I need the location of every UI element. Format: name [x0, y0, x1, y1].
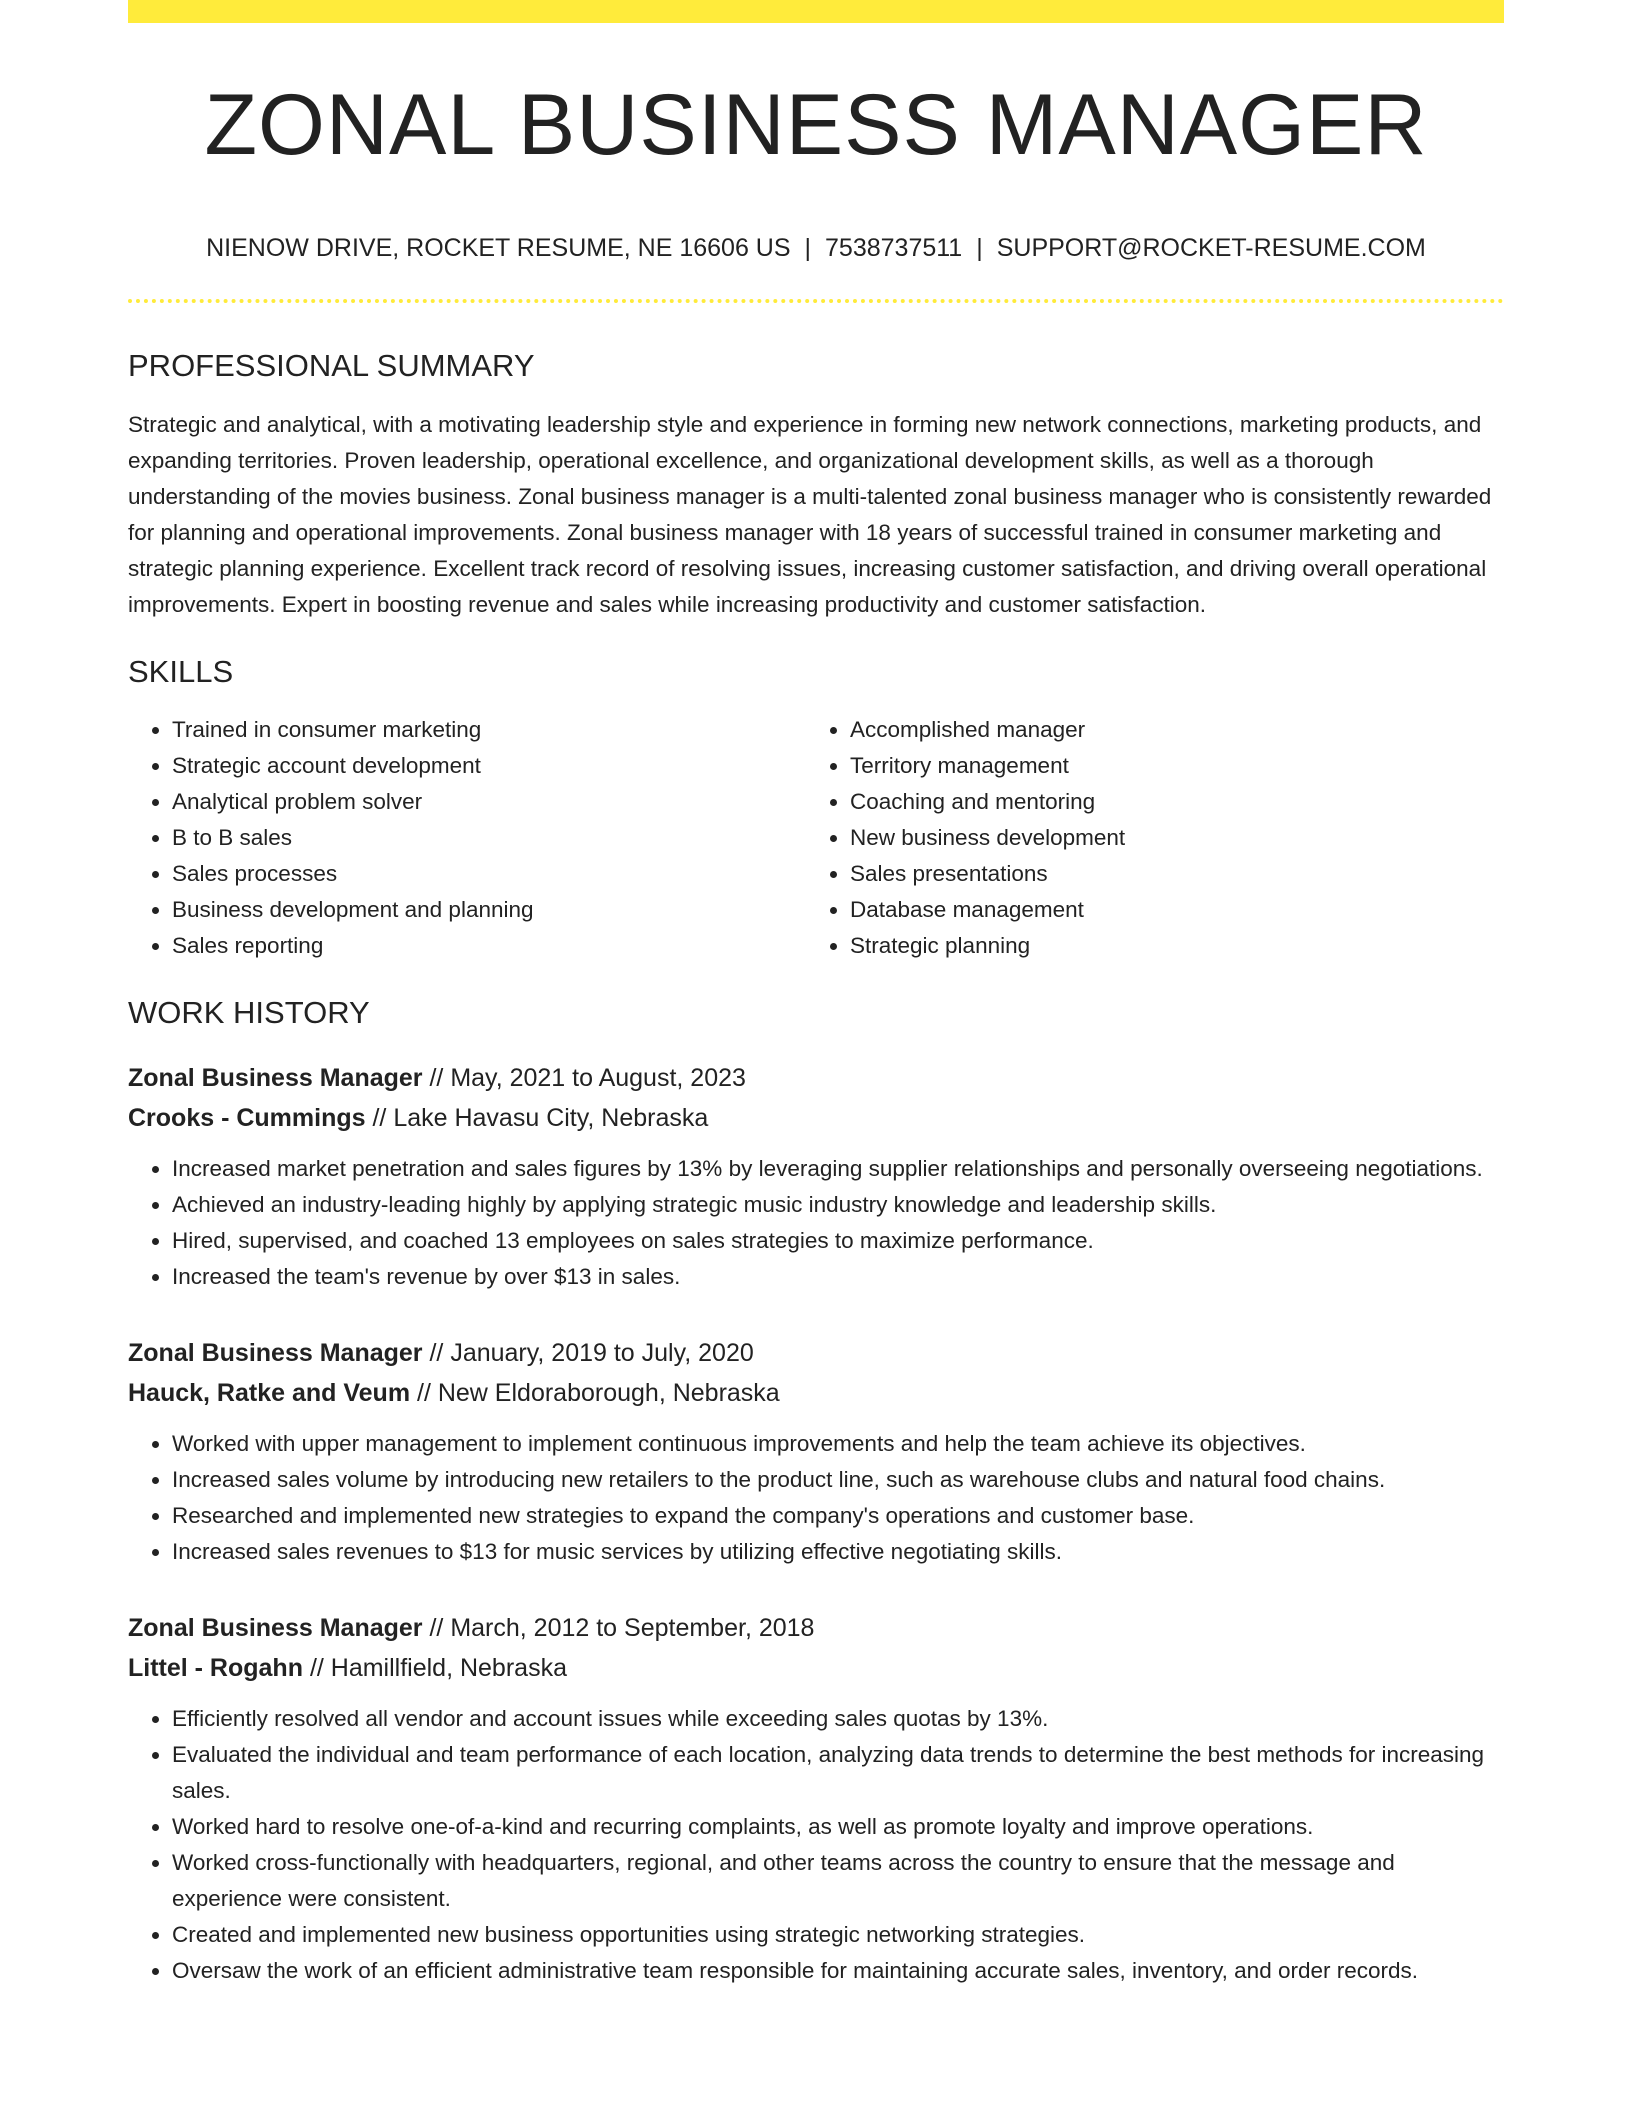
skill-item: • Business development and planning [172, 892, 806, 928]
skill-item: • Trained in consumer marketing [172, 712, 806, 748]
job-bullet: • Increased the team's revenue by over $13 in sales. [172, 1259, 1504, 1295]
contact-address: NIENOW DRIVE, ROCKET RESUME, NE 16606 US [206, 234, 791, 262]
job-bullet: • Increased sales revenues to $13 for music services by utilizing effective negotiating skills. [172, 1534, 1504, 1570]
skill-item: • Strategic account development [172, 748, 806, 784]
job-company: Hauck, Ratke and Veum [128, 1378, 411, 1407]
candidate-name: ZONAL BUSINESS MANAGER [204, 77, 1428, 173]
job-dates: // January, 2019 to July, 2020 [429, 1338, 754, 1367]
job-bullet: • Achieved an industry-leading highly by applying strategic music industry knowledge and leadership skills. [172, 1187, 1504, 1223]
skill-item: • Coaching and mentoring [850, 784, 1484, 820]
job-role: Zonal Business Manager [128, 1063, 423, 1092]
job-company-line [128, 1098, 1504, 1138]
job-entry [128, 1333, 1504, 1570]
resume-page [128, 0, 1504, 1989]
skill-item: • Sales presentations [850, 856, 1484, 892]
dotted-divider [128, 299, 1504, 303]
skill-item: • Strategic planning [850, 928, 1484, 964]
skills-heading: SKILLS [128, 654, 234, 690]
skills-list [128, 712, 1504, 964]
job-dates: // May, 2021 to August, 2023 [429, 1063, 746, 1092]
job-entry [128, 1608, 1504, 1989]
job-location: // New Eldoraborough, Nebraska [417, 1378, 780, 1407]
work-history-heading: WORK HISTORY [128, 995, 370, 1031]
job-bullet: • Worked with upper management to implement continuous improvements and help the team achieve its objectives. [172, 1426, 1504, 1462]
job-bullet: • Evaluated the individual and team performance of each location, analyzing data trends to determine the best methods for increasing sales. [172, 1737, 1504, 1809]
skill-item: • Analytical problem solver [172, 784, 806, 820]
summary-text: Strategic and analytical, with a motivating leadership style and experience in forming new network connections, marketing products, and expanding territories. Proven leadership, operational excellence, and organizational development skills, as well as a thorough understanding of the movies business. Zonal business manager is a multi-talented zonal business manager who is consistently rewarded for planning and operational improvements. Zonal business manager with 18 years of successful trained in consumer marketing and strategic planning experience. Excellent track record of resolving issues, increasing customer satisfaction, and driving overall operational improvements. Expert in boosting revenue and sales while increasing productivity and customer satisfaction. [128, 412, 1492, 618]
skill-item: • Accomplished manager [850, 712, 1484, 748]
job-bullet: • Oversaw the work of an efficient administrative team responsible for maintaining accurate sales, inventory, and order records. [172, 1953, 1504, 1989]
job-role-line [128, 1608, 1504, 1648]
job-bullet: • Worked cross-functionally with headquarters, regional, and other teams across the country to ensure that the message and experience were consistent. [172, 1845, 1504, 1917]
job-location: // Lake Havasu City, Nebraska [372, 1103, 709, 1132]
skills-column-left [128, 712, 806, 964]
job-dates: // March, 2012 to September, 2018 [429, 1613, 815, 1642]
job-bullet: • Increased sales volume by introducing new retailers to the product line, such as warehouse clubs and natural food chains. [172, 1462, 1504, 1498]
job-location: // Hamillfield, Nebraska [309, 1653, 567, 1682]
job-role-line [128, 1058, 1504, 1098]
job-role: Zonal Business Manager [128, 1338, 423, 1367]
job-company-line [128, 1648, 1504, 1688]
job-role: Zonal Business Manager [128, 1613, 423, 1642]
skill-item: • Database management [850, 892, 1484, 928]
skill-item: • Territory management [850, 748, 1484, 784]
job-bullet: • Increased market penetration and sales figures by 13% by leveraging supplier relationships and personally overseeing negotiations. [172, 1151, 1504, 1187]
job-bullet: • Created and implemented new business opportunities using strategic networking strategies. [172, 1917, 1504, 1953]
job-bullet: • Worked hard to resolve one-of-a-kind and recurring complaints, as well as promote loyalty and improve operations. [172, 1809, 1504, 1845]
job-company: Littel - Rogahn [128, 1653, 303, 1682]
contact-line [128, 233, 1504, 263]
skills-column-right [806, 712, 1484, 964]
skill-item: • Sales reporting [172, 928, 806, 964]
accent-bar [128, 0, 1504, 23]
contact-phone: 7538737511 [825, 234, 963, 262]
job-role-line [128, 1333, 1504, 1373]
contact-email: SUPPORT@ROCKET-RESUME.COM [996, 234, 1426, 262]
job-company: Crooks - Cummings [128, 1103, 366, 1132]
job-bullets [128, 1426, 1504, 1570]
skill-item: • B to B sales [172, 820, 806, 856]
skill-item: • New business development [850, 820, 1484, 856]
job-bullet: • Researched and implemented new strategies to expand the company's operations and customer base. [172, 1498, 1504, 1534]
job-bullets [128, 1701, 1504, 1989]
job-bullets [128, 1151, 1504, 1295]
job-company-line [128, 1373, 1504, 1413]
contact-separator: | [976, 234, 983, 262]
job-bullet: • Hired, supervised, and coached 13 employees on sales strategies to maximize performance. [172, 1223, 1504, 1259]
skill-item: • Sales processes [172, 856, 806, 892]
job-bullet: • Efficiently resolved all vendor and account issues while exceeding sales quotas by 13%. [172, 1701, 1504, 1737]
contact-separator: | [804, 234, 812, 262]
summary-heading: PROFESSIONAL SUMMARY [128, 348, 535, 383]
job-entry [128, 1058, 1504, 1295]
